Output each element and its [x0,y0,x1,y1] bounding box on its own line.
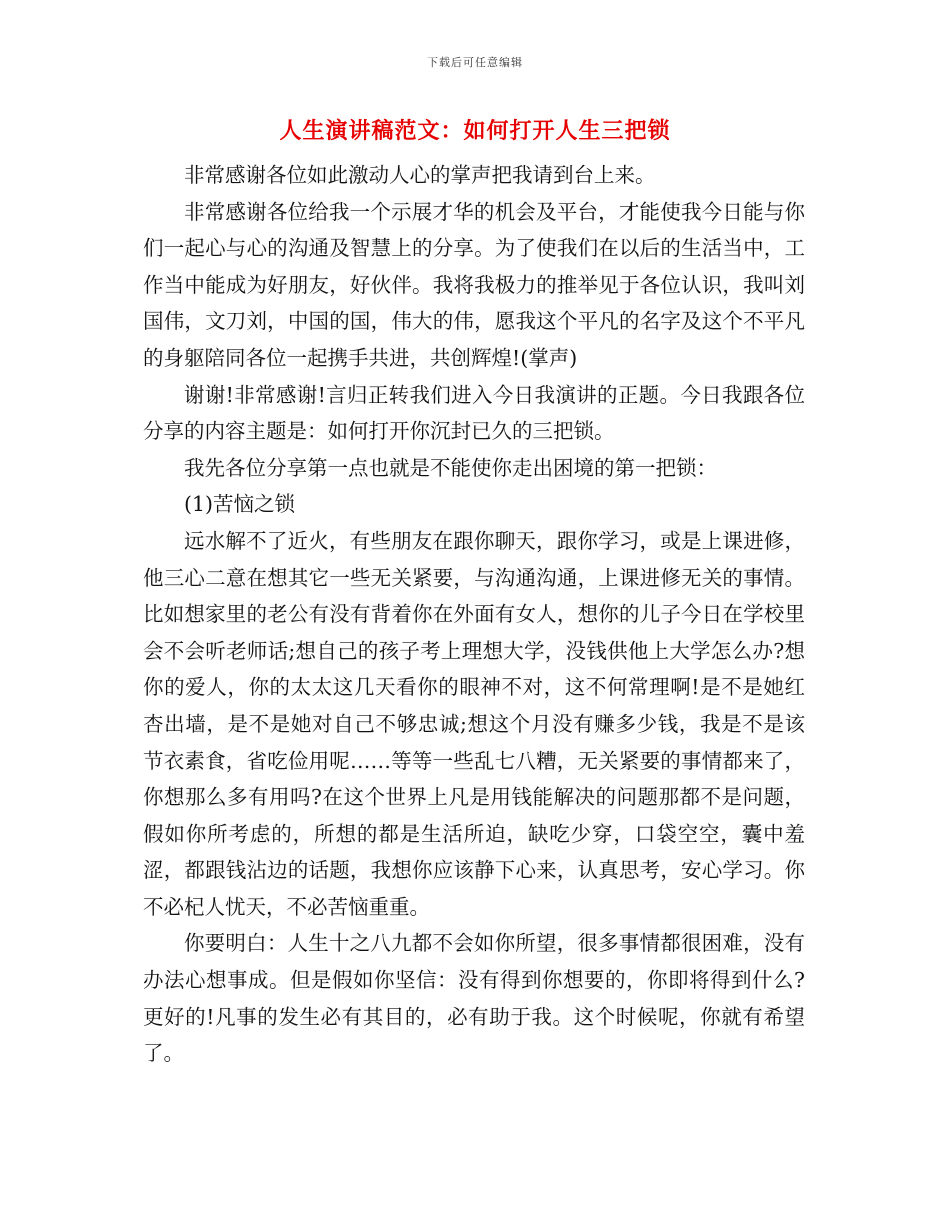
document-body [143,157,805,1072]
paragraph: 非常感谢各位给我一个示展才华的机会及平台，才能使我今日能与你们一起心与心的沟通及智慧上的分享。为了使我们在以后的生活当中，工作当中能成为好朋友，好伙伴。我将我极力的推举见于各位认识，我叫刘国伟，文刀刘，中国的国，伟大的伟，愿我这个平凡的名字及这个不平凡的身躯陪同各位一起携手共进，共创辉煌!(掌声) [143,199,805,370]
document-title: 人生演讲稿范文：如何打开人生三把锁 [279,119,671,144]
paragraph: 我先各位分享第一点也就是不能使你走出困境的第一把锁： [184,455,717,480]
header-note: 下载后可任意编辑 [427,56,523,69]
section-heading: (1)苦恼之锁 [184,492,296,517]
paragraph: 你要明白：人生十之八九都不会如你所望，很多事情都很困难，没有办法心想事成。但是假如你坚信：没有得到你想要的，你即将得到什么?更好的!凡事的发生必有其目的，必有助于我。这个时候呢，你就有希望了。 [143,931,805,1066]
paragraph: 远水解不了近火，有些朋友在跟你聊天，跟你学习，或是上课进修，他三心二意在想其它一些无关紧要，与沟通沟通，上课进修无关的事情。比如想家里的老公有没有背着你在外面有女人，想你的儿子今日在学校里会不会听老师话;想自己的孩子考上理想大学，没钱供他上大学怎么办?想你的爱人，你的太太这几天看你的眼神不对，这不何常理啊!是不是她红杏出墙，是不是她对自己不够忠诚;想这个月没有赚多少钱，我是不是该节衣素食，省吃俭用呢……等等一些乱七八糟，无关紧要的事情都来了，你想那么多有用吗?在这个世界上凡是用钱能解决的问题那都不是问题，假如你所考虑的，所想的都是生活所迫，缺吃少穿，口袋空空，囊中羞涩，都跟钱沾边的话题，我想你应该静下心来，认真思考，安心学习。你不必杞人忧天，不必苦恼重重。 [143,528,805,919]
paragraph: 谢谢!非常感谢!言归正转我们进入今日我演讲的正题。今日我跟各位分享的内容主题是：如何打开你沉封已久的三把锁。 [143,382,805,444]
paragraph: 非常感谢各位如此激动人心的掌声把我请到台上来。 [184,163,656,187]
